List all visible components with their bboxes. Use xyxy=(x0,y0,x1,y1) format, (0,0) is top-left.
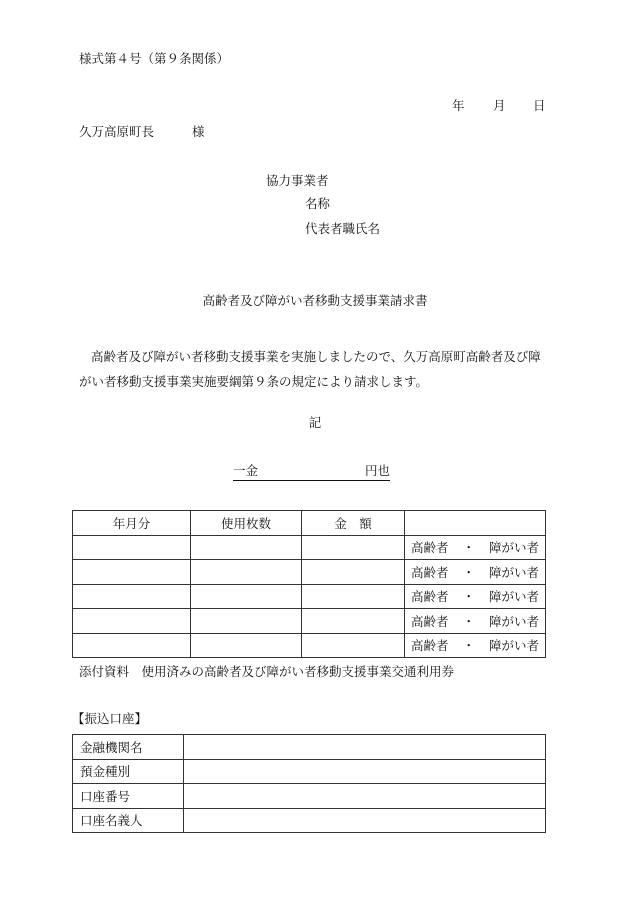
amount-suffix: 円也 xyxy=(364,463,390,478)
category-cell: 高齢者 ・ 障がい者 xyxy=(405,535,546,560)
month-cell[interactable] xyxy=(73,633,191,658)
attachment-note: 添付資料 使用済みの高齢者及び障がい者移動支援事業交通利用券 xyxy=(79,664,455,679)
ki-heading: 記 xyxy=(308,415,322,430)
addressee-honorific: 様 xyxy=(192,124,205,139)
amount-cell[interactable] xyxy=(302,535,405,560)
table-row xyxy=(73,808,546,833)
header-amount: 金 額 xyxy=(302,511,405,536)
claim-table-header xyxy=(73,511,546,536)
month-cell[interactable] xyxy=(73,535,191,560)
table-row xyxy=(73,535,546,560)
bank-value-cell[interactable] xyxy=(184,759,546,784)
document-title: 高齢者及び障がい者移動支援事業請求書 xyxy=(202,293,428,308)
category-cell: 高齢者 ・ 障がい者 xyxy=(405,633,546,658)
bank-value-cell[interactable] xyxy=(184,735,546,760)
amount-cell[interactable] xyxy=(302,633,405,658)
header-count: 使用枚数 xyxy=(191,511,302,536)
addressee xyxy=(79,126,205,139)
table-row xyxy=(73,560,546,585)
month-cell[interactable] xyxy=(73,560,191,585)
amount-cell[interactable] xyxy=(302,609,405,634)
amount-cell[interactable] xyxy=(302,560,405,585)
amount-cell[interactable] xyxy=(302,584,405,609)
bank-label: 口座番号 xyxy=(73,784,184,809)
date-month-label: 月 xyxy=(493,98,506,113)
contractor-label: 協力事業者 xyxy=(266,173,329,188)
claim-table xyxy=(72,510,546,658)
bank-label: 金融機関名 xyxy=(73,735,184,760)
form-number: 様式第４号（第９条関係） xyxy=(79,51,230,66)
bank-value-cell[interactable] xyxy=(184,784,546,809)
count-cell[interactable] xyxy=(191,560,302,585)
count-cell[interactable] xyxy=(191,584,302,609)
table-row xyxy=(73,735,546,760)
date-day-label: 日 xyxy=(533,98,546,113)
addressee-name: 久万高原町長 xyxy=(79,124,155,139)
table-row xyxy=(73,633,546,658)
bank-label: 口座名義人 xyxy=(73,808,184,833)
month-cell[interactable] xyxy=(73,584,191,609)
month-cell[interactable] xyxy=(73,609,191,634)
bank-value-cell[interactable] xyxy=(184,808,546,833)
category-cell: 高齢者 ・ 障がい者 xyxy=(405,560,546,585)
count-cell[interactable] xyxy=(191,609,302,634)
table-row xyxy=(73,759,546,784)
category-cell: 高齢者 ・ 障がい者 xyxy=(405,609,546,634)
table-row xyxy=(73,584,546,609)
contractor-representative-label: 代表者職氏名 xyxy=(305,221,381,236)
body-text: 高齢者及び障がい者移動支援事業を実施しましたので、久万高原町高齢者及び障がい者移動支援事業実施要綱第９条の規定により請求します。 xyxy=(79,349,541,389)
amount-line xyxy=(233,465,390,481)
count-cell[interactable] xyxy=(191,633,302,658)
bank-heading: 【振込口座】 xyxy=(72,711,148,726)
count-cell[interactable] xyxy=(191,535,302,560)
date-year-label: 年 xyxy=(452,98,465,113)
bank-table xyxy=(72,734,546,833)
header-category xyxy=(405,511,546,536)
table-row xyxy=(73,609,546,634)
contractor-name-label: 名称 xyxy=(305,196,331,211)
amount-prefix: 一金 xyxy=(233,463,259,478)
header-month: 年月分 xyxy=(73,511,191,536)
category-cell: 高齢者 ・ 障がい者 xyxy=(405,584,546,609)
table-row xyxy=(73,784,546,809)
bank-label: 預金種別 xyxy=(73,759,184,784)
